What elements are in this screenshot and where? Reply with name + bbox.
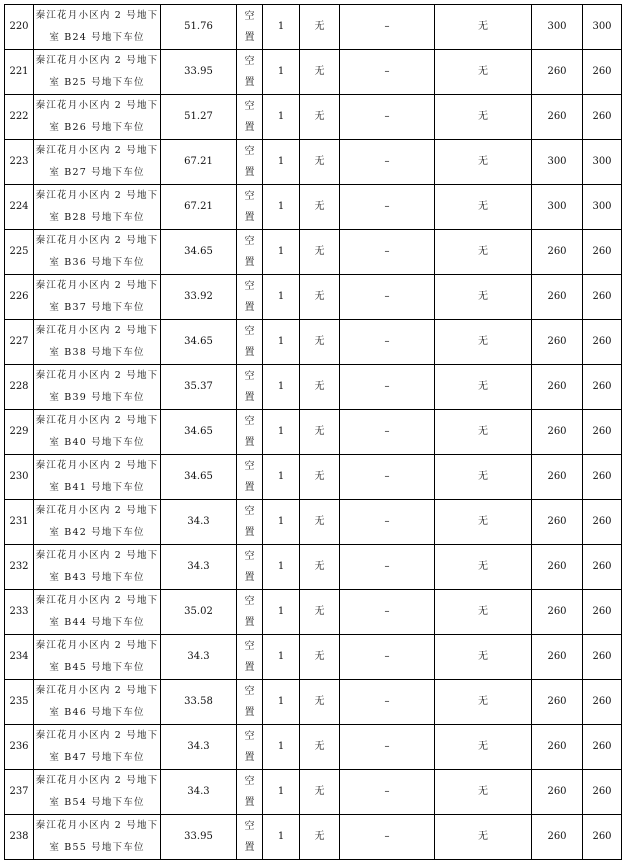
price-cell-2: 260 — [583, 455, 622, 500]
location-line-2: 室 B39 号地下车位 — [49, 392, 145, 403]
status-char-2: 置 — [244, 302, 255, 313]
location-line-1: 秦江花月小区内 2 号地下 — [35, 55, 159, 66]
table-row — [5, 725, 622, 770]
price-cell-2: 260 — [583, 320, 622, 365]
row-number: 222 — [5, 95, 34, 140]
quantity-cell: 1 — [263, 545, 300, 590]
table-row — [5, 815, 622, 860]
status-char-1: 空 — [244, 11, 255, 22]
status-cell — [237, 455, 263, 500]
location-cell — [34, 815, 161, 860]
status-char-2: 置 — [244, 347, 255, 358]
encumbrance-cell: 无 — [300, 275, 340, 320]
location-line-1: 秦江花月小区内 2 号地下 — [35, 235, 159, 246]
dash-cell: – — [340, 410, 435, 455]
price-cell-2: 260 — [583, 95, 622, 140]
area-cell: 34.3 — [161, 770, 237, 815]
quantity-cell: 1 — [263, 140, 300, 185]
encumbrance-cell: 无 — [300, 815, 340, 860]
location-line-1: 秦江花月小区内 2 号地下 — [35, 820, 159, 831]
parking-space-table — [4, 4, 622, 860]
lease-cell: 无 — [435, 455, 532, 500]
table-row — [5, 545, 622, 590]
location-line-1: 秦江花月小区内 2 号地下 — [35, 640, 159, 651]
location-line-2: 室 B46 号地下车位 — [49, 707, 145, 718]
location-line-2: 室 B55 号地下车位 — [49, 842, 145, 853]
price-cell-1: 260 — [532, 590, 583, 635]
quantity-cell: 1 — [263, 500, 300, 545]
quantity-cell: 1 — [263, 455, 300, 500]
location-line-1: 秦江花月小区内 2 号地下 — [35, 190, 159, 201]
price-cell-2: 260 — [583, 680, 622, 725]
lease-cell: 无 — [435, 815, 532, 860]
quantity-cell: 1 — [263, 635, 300, 680]
quantity-cell: 1 — [263, 275, 300, 320]
dash-cell: – — [340, 815, 435, 860]
table-row — [5, 230, 622, 275]
dash-cell: – — [340, 230, 435, 275]
location-line-2: 室 B37 号地下车位 — [49, 302, 145, 313]
status-cell — [237, 230, 263, 275]
status-char-2: 置 — [244, 527, 255, 538]
status-char-1: 空 — [244, 506, 255, 517]
area-cell: 67.21 — [161, 140, 237, 185]
dash-cell: – — [340, 5, 435, 50]
status-cell — [237, 545, 263, 590]
status-char-2: 置 — [244, 257, 255, 268]
status-cell — [237, 365, 263, 410]
location-cell — [34, 230, 161, 275]
price-cell-2: 300 — [583, 185, 622, 230]
status-char-1: 空 — [244, 641, 255, 652]
location-cell — [34, 320, 161, 365]
encumbrance-cell: 无 — [300, 320, 340, 365]
location-line-2: 室 B27 号地下车位 — [49, 167, 145, 178]
status-cell — [237, 680, 263, 725]
price-cell-2: 260 — [583, 230, 622, 275]
table-row — [5, 635, 622, 680]
price-cell-2: 260 — [583, 410, 622, 455]
table-row — [5, 455, 622, 500]
price-cell-1: 260 — [532, 455, 583, 500]
location-line-1: 秦江花月小区内 2 号地下 — [35, 370, 159, 381]
row-number: 236 — [5, 725, 34, 770]
location-line-2: 室 B26 号地下车位 — [49, 122, 145, 133]
encumbrance-cell: 无 — [300, 50, 340, 95]
area-cell: 35.37 — [161, 365, 237, 410]
status-char-2: 置 — [244, 707, 255, 718]
status-char-2: 置 — [244, 167, 255, 178]
table-row — [5, 680, 622, 725]
encumbrance-cell: 无 — [300, 590, 340, 635]
location-line-1: 秦江花月小区内 2 号地下 — [35, 460, 159, 471]
status-char-1: 空 — [244, 326, 255, 337]
price-cell-1: 260 — [532, 320, 583, 365]
status-cell — [237, 770, 263, 815]
quantity-cell: 1 — [263, 365, 300, 410]
encumbrance-cell: 无 — [300, 95, 340, 140]
table-row — [5, 320, 622, 365]
row-number: 233 — [5, 590, 34, 635]
table-row — [5, 5, 622, 50]
encumbrance-cell: 无 — [300, 365, 340, 410]
encumbrance-cell: 无 — [300, 680, 340, 725]
table-row — [5, 185, 622, 230]
dash-cell: – — [340, 725, 435, 770]
table-row — [5, 365, 622, 410]
quantity-cell: 1 — [263, 770, 300, 815]
row-number: 238 — [5, 815, 34, 860]
quantity-cell: 1 — [263, 185, 300, 230]
area-cell: 33.95 — [161, 815, 237, 860]
lease-cell: 无 — [435, 500, 532, 545]
encumbrance-cell: 无 — [300, 230, 340, 275]
table-row — [5, 770, 622, 815]
price-cell-1: 300 — [532, 5, 583, 50]
status-char-2: 置 — [244, 797, 255, 808]
status-char-1: 空 — [244, 371, 255, 382]
status-char-1: 空 — [244, 731, 255, 742]
encumbrance-cell: 无 — [300, 140, 340, 185]
lease-cell: 无 — [435, 95, 532, 140]
price-cell-2: 260 — [583, 725, 622, 770]
status-cell — [237, 410, 263, 455]
lease-cell: 无 — [435, 590, 532, 635]
status-cell — [237, 635, 263, 680]
area-cell: 33.92 — [161, 275, 237, 320]
status-char-1: 空 — [244, 776, 255, 787]
status-char-1: 空 — [244, 281, 255, 292]
table-row — [5, 500, 622, 545]
price-cell-1: 260 — [532, 365, 583, 410]
price-cell-2: 260 — [583, 770, 622, 815]
price-cell-1: 260 — [532, 815, 583, 860]
table-row — [5, 410, 622, 455]
location-line-2: 室 B25 号地下车位 — [49, 77, 145, 88]
price-cell-1: 260 — [532, 680, 583, 725]
dash-cell: – — [340, 365, 435, 410]
lease-cell: 无 — [435, 275, 532, 320]
area-cell: 34.3 — [161, 725, 237, 770]
lease-cell: 无 — [435, 185, 532, 230]
status-char-1: 空 — [244, 686, 255, 697]
status-char-2: 置 — [244, 122, 255, 133]
status-cell — [237, 5, 263, 50]
status-cell — [237, 185, 263, 230]
price-cell-2: 260 — [583, 365, 622, 410]
dash-cell: – — [340, 185, 435, 230]
location-line-2: 室 B45 号地下车位 — [49, 662, 145, 673]
price-cell-1: 260 — [532, 500, 583, 545]
encumbrance-cell: 无 — [300, 455, 340, 500]
table-row — [5, 50, 622, 95]
area-cell: 51.27 — [161, 95, 237, 140]
status-char-1: 空 — [244, 101, 255, 112]
location-cell — [34, 95, 161, 140]
table-row — [5, 140, 622, 185]
status-cell — [237, 590, 263, 635]
status-char-1: 空 — [244, 416, 255, 427]
location-cell — [34, 365, 161, 410]
status-char-2: 置 — [244, 617, 255, 628]
table-row — [5, 95, 622, 140]
row-number: 224 — [5, 185, 34, 230]
price-cell-2: 260 — [583, 815, 622, 860]
status-cell — [237, 500, 263, 545]
status-char-1: 空 — [244, 596, 255, 607]
lease-cell: 无 — [435, 725, 532, 770]
status-char-2: 置 — [244, 842, 255, 853]
lease-cell: 无 — [435, 230, 532, 275]
location-cell — [34, 410, 161, 455]
dash-cell: – — [340, 455, 435, 500]
dash-cell: – — [340, 635, 435, 680]
area-cell: 67.21 — [161, 185, 237, 230]
area-cell: 34.65 — [161, 230, 237, 275]
location-line-1: 秦江花月小区内 2 号地下 — [35, 730, 159, 741]
status-char-1: 空 — [244, 146, 255, 157]
status-cell — [237, 95, 263, 140]
lease-cell: 无 — [435, 5, 532, 50]
lease-cell: 无 — [435, 680, 532, 725]
lease-cell: 无 — [435, 410, 532, 455]
location-line-1: 秦江花月小区内 2 号地下 — [35, 775, 159, 786]
status-cell — [237, 815, 263, 860]
quantity-cell: 1 — [263, 410, 300, 455]
status-cell — [237, 725, 263, 770]
area-cell: 35.02 — [161, 590, 237, 635]
location-cell — [34, 545, 161, 590]
price-cell-2: 260 — [583, 50, 622, 95]
row-number: 221 — [5, 50, 34, 95]
price-cell-1: 260 — [532, 635, 583, 680]
price-cell-1: 260 — [532, 230, 583, 275]
status-char-2: 置 — [244, 572, 255, 583]
row-number: 235 — [5, 680, 34, 725]
location-line-1: 秦江花月小区内 2 号地下 — [35, 415, 159, 426]
status-char-1: 空 — [244, 56, 255, 67]
row-number: 227 — [5, 320, 34, 365]
quantity-cell: 1 — [263, 815, 300, 860]
row-number: 234 — [5, 635, 34, 680]
row-number: 237 — [5, 770, 34, 815]
price-cell-2: 260 — [583, 545, 622, 590]
dash-cell: – — [340, 500, 435, 545]
location-line-2: 室 B47 号地下车位 — [49, 752, 145, 763]
row-number: 226 — [5, 275, 34, 320]
price-cell-2: 260 — [583, 635, 622, 680]
status-char-1: 空 — [244, 551, 255, 562]
location-line-1: 秦江花月小区内 2 号地下 — [35, 325, 159, 336]
status-cell — [237, 50, 263, 95]
status-char-2: 置 — [244, 77, 255, 88]
location-cell — [34, 680, 161, 725]
location-line-1: 秦江花月小区内 2 号地下 — [35, 280, 159, 291]
lease-cell: 无 — [435, 320, 532, 365]
dash-cell: – — [340, 275, 435, 320]
price-cell-1: 260 — [532, 410, 583, 455]
status-char-2: 置 — [244, 752, 255, 763]
status-char-2: 置 — [244, 32, 255, 43]
quantity-cell: 1 — [263, 230, 300, 275]
location-cell — [34, 140, 161, 185]
location-cell — [34, 725, 161, 770]
dash-cell: – — [340, 140, 435, 185]
location-line-2: 室 B42 号地下车位 — [49, 527, 145, 538]
location-cell — [34, 770, 161, 815]
location-line-1: 秦江花月小区内 2 号地下 — [35, 10, 159, 21]
encumbrance-cell: 无 — [300, 635, 340, 680]
row-number: 230 — [5, 455, 34, 500]
lease-cell: 无 — [435, 545, 532, 590]
price-cell-2: 260 — [583, 500, 622, 545]
location-cell — [34, 635, 161, 680]
location-cell — [34, 590, 161, 635]
status-char-2: 置 — [244, 437, 255, 448]
location-cell — [34, 500, 161, 545]
quantity-cell: 1 — [263, 320, 300, 365]
row-number: 225 — [5, 230, 34, 275]
lease-cell: 无 — [435, 140, 532, 185]
price-cell-1: 260 — [532, 545, 583, 590]
table-body — [5, 5, 622, 860]
location-line-2: 室 B36 号地下车位 — [49, 257, 145, 268]
price-cell-1: 300 — [532, 185, 583, 230]
row-number: 228 — [5, 365, 34, 410]
status-char-1: 空 — [244, 236, 255, 247]
quantity-cell: 1 — [263, 590, 300, 635]
price-cell-2: 260 — [583, 590, 622, 635]
area-cell: 34.3 — [161, 500, 237, 545]
lease-cell: 无 — [435, 365, 532, 410]
location-line-2: 室 B38 号地下车位 — [49, 347, 145, 358]
location-line-1: 秦江花月小区内 2 号地下 — [35, 145, 159, 156]
encumbrance-cell: 无 — [300, 545, 340, 590]
area-cell: 34.3 — [161, 545, 237, 590]
status-char-1: 空 — [244, 821, 255, 832]
encumbrance-cell: 无 — [300, 725, 340, 770]
price-cell-1: 260 — [532, 770, 583, 815]
row-number: 232 — [5, 545, 34, 590]
status-char-1: 空 — [244, 191, 255, 202]
price-cell-1: 260 — [532, 50, 583, 95]
location-line-1: 秦江花月小区内 2 号地下 — [35, 595, 159, 606]
location-line-1: 秦江花月小区内 2 号地下 — [35, 550, 159, 561]
row-number: 231 — [5, 500, 34, 545]
location-line-1: 秦江花月小区内 2 号地下 — [35, 685, 159, 696]
encumbrance-cell: 无 — [300, 5, 340, 50]
area-cell: 33.95 — [161, 50, 237, 95]
area-cell: 34.65 — [161, 320, 237, 365]
status-char-1: 空 — [244, 461, 255, 472]
price-cell-2: 300 — [583, 140, 622, 185]
location-line-1: 秦江花月小区内 2 号地下 — [35, 505, 159, 516]
status-cell — [237, 320, 263, 365]
dash-cell: – — [340, 545, 435, 590]
price-cell-1: 260 — [532, 725, 583, 770]
location-cell — [34, 275, 161, 320]
status-cell — [237, 140, 263, 185]
dash-cell: – — [340, 50, 435, 95]
location-line-2: 室 B40 号地下车位 — [49, 437, 145, 448]
location-cell — [34, 455, 161, 500]
status-cell — [237, 275, 263, 320]
area-cell: 34.65 — [161, 455, 237, 500]
location-line-2: 室 B41 号地下车位 — [49, 482, 145, 493]
location-cell — [34, 185, 161, 230]
location-line-1: 秦江花月小区内 2 号地下 — [35, 100, 159, 111]
price-cell-2: 300 — [583, 5, 622, 50]
location-line-2: 室 B43 号地下车位 — [49, 572, 145, 583]
dash-cell: – — [340, 770, 435, 815]
area-cell: 33.58 — [161, 680, 237, 725]
dash-cell: – — [340, 95, 435, 140]
dash-cell: – — [340, 680, 435, 725]
lease-cell: 无 — [435, 50, 532, 95]
encumbrance-cell: 无 — [300, 185, 340, 230]
table-row — [5, 590, 622, 635]
price-cell-1: 300 — [532, 140, 583, 185]
price-cell-1: 260 — [532, 95, 583, 140]
row-number: 223 — [5, 140, 34, 185]
quantity-cell: 1 — [263, 50, 300, 95]
area-cell: 34.3 — [161, 635, 237, 680]
table-row — [5, 275, 622, 320]
status-char-2: 置 — [244, 392, 255, 403]
status-char-2: 置 — [244, 662, 255, 673]
location-line-2: 室 B28 号地下车位 — [49, 212, 145, 223]
lease-cell: 无 — [435, 635, 532, 680]
location-line-2: 室 B54 号地下车位 — [49, 797, 145, 808]
quantity-cell: 1 — [263, 95, 300, 140]
dash-cell: – — [340, 320, 435, 365]
area-cell: 34.65 — [161, 410, 237, 455]
location-line-2: 室 B24 号地下车位 — [49, 32, 145, 43]
area-cell: 51.76 — [161, 5, 237, 50]
location-line-2: 室 B44 号地下车位 — [49, 617, 145, 628]
price-cell-1: 260 — [532, 275, 583, 320]
quantity-cell: 1 — [263, 725, 300, 770]
price-cell-2: 260 — [583, 275, 622, 320]
status-char-2: 置 — [244, 212, 255, 223]
location-cell — [34, 50, 161, 95]
location-cell — [34, 5, 161, 50]
quantity-cell: 1 — [263, 680, 300, 725]
dash-cell: – — [340, 590, 435, 635]
quantity-cell: 1 — [263, 5, 300, 50]
row-number: 229 — [5, 410, 34, 455]
encumbrance-cell: 无 — [300, 410, 340, 455]
encumbrance-cell: 无 — [300, 770, 340, 815]
lease-cell: 无 — [435, 770, 532, 815]
row-number: 220 — [5, 5, 34, 50]
encumbrance-cell: 无 — [300, 500, 340, 545]
status-char-2: 置 — [244, 482, 255, 493]
